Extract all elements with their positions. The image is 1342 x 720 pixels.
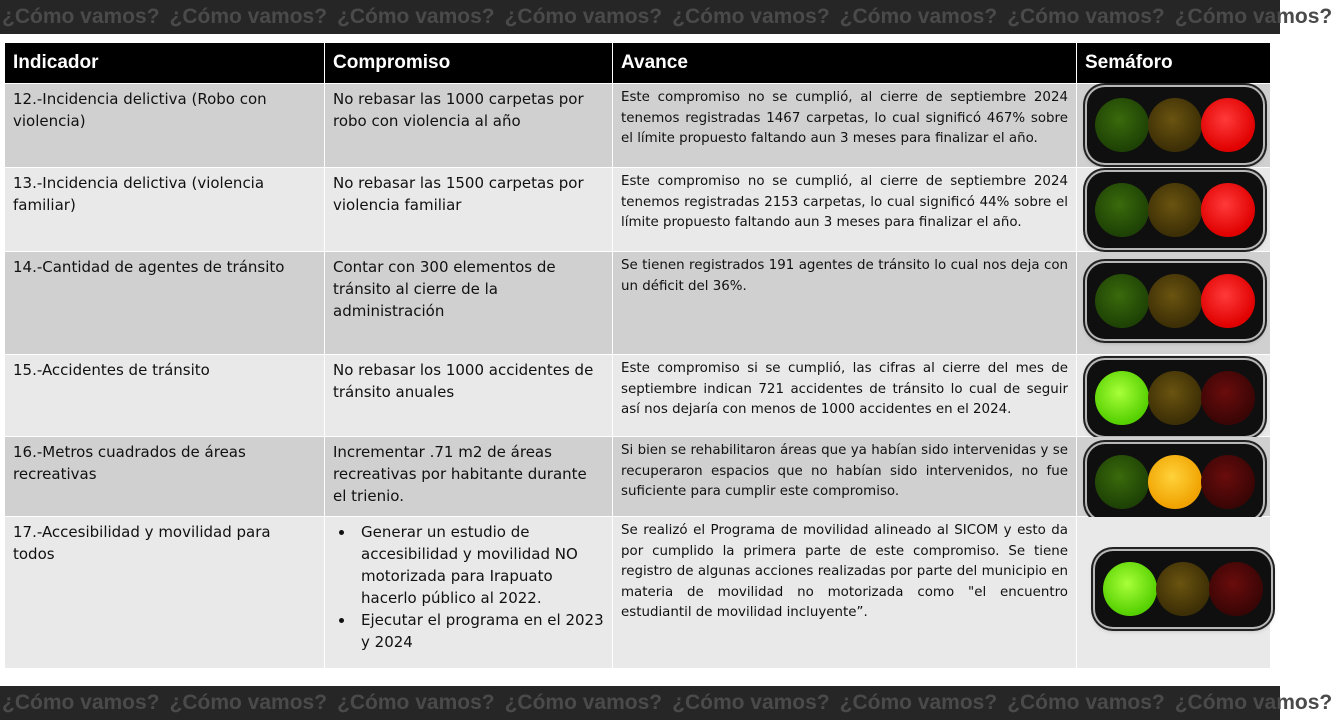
commitment-cell: Incrementar .71 m2 de áreas recreativas por habitante durante el trienio. <box>325 437 613 517</box>
traffic-light-icon <box>1087 172 1263 248</box>
commitment-cell: Contar con 300 elementos de tránsito al cierre de la administración <box>325 252 613 355</box>
traffic-light-icon <box>1095 551 1271 627</box>
commitment-list <box>333 521 604 653</box>
traffic-light-cell <box>1077 437 1271 517</box>
green-lamp <box>1103 562 1157 616</box>
banner-text: ¿Cómo vamos? <box>1174 5 1333 28</box>
yellow-lamp <box>1148 455 1202 509</box>
yellow-lamp <box>1148 183 1202 237</box>
table-row <box>5 517 1271 669</box>
red-lamp <box>1201 274 1255 328</box>
commitment-cell: No rebasar las 1000 carpetas por robo con violencia al año <box>325 84 613 168</box>
banner-text: ¿Cómo vamos? <box>2 5 160 28</box>
header-traffic-light: Semáforo <box>1077 43 1271 84</box>
banner-text: ¿Cómo vamos? <box>1007 691 1165 714</box>
indicator-cell: 15.-Accidentes de tránsito <box>5 355 325 437</box>
commitment-cell: No rebasar los 1000 accidentes de tránsito anuales <box>325 355 613 437</box>
progress-cell: Este compromiso no se cumplió, al cierre de septiembre 2024 tenemos registradas 1467 carpetas, lo cual significó 467% sobre el límite propuesto faltando aun 3 meses para finalizar el año. <box>613 84 1077 168</box>
banner-text: ¿Cómo vamos? <box>169 5 328 28</box>
banner-text: ¿Cómo vamos? <box>504 691 663 714</box>
table-row <box>5 355 1271 437</box>
progress-cell: Se realizó el Programa de movilidad alineado al SICOM y esto da por cumplido la primera parte de este compromiso. Se tiene registro de algunas acciones realizadas por parte del municipio en materia de movilidad no motorizada como "el encuentro estudiantil de movilidad incluyente”. <box>613 517 1077 669</box>
banner-text: ¿Cómo vamos? <box>672 5 830 28</box>
progress-cell: Este compromiso si se cumplió, las cifras al cierre del mes de septiembre indican 721 accidentes de tránsito lo cual de seguir así nos dejaría con menos de 1000 accidentes en el 2024. <box>613 355 1077 437</box>
red-lamp <box>1201 371 1255 425</box>
traffic-light-icon <box>1087 444 1263 520</box>
commitments-table <box>4 42 1271 669</box>
list-item: • Ejecutar el programa en el 2023 y 2024 <box>355 609 604 653</box>
bottom-banner <box>0 686 1333 720</box>
banner-text: ¿Cómo vamos? <box>839 5 998 28</box>
banner-text: ¿Cómo vamos? <box>1174 691 1333 714</box>
header-progress: Avance <box>613 43 1077 84</box>
banner-text: ¿Cómo vamos? <box>169 691 328 714</box>
table-row <box>5 437 1271 517</box>
traffic-light-cell <box>1077 168 1271 252</box>
red-lamp <box>1201 455 1255 509</box>
banner-text: ¿Cómo vamos? <box>2 691 160 714</box>
red-lamp <box>1201 183 1255 237</box>
indicator-cell: 17.-Accesibilidad y movilidad para todos <box>5 517 325 669</box>
traffic-light-cell <box>1077 355 1271 437</box>
yellow-lamp <box>1148 98 1202 152</box>
header-commitment: Compromiso <box>325 43 613 84</box>
banner-text: ¿Cómo vamos? <box>1007 5 1165 28</box>
table-row <box>5 84 1271 168</box>
traffic-light-icon <box>1087 263 1263 339</box>
green-lamp <box>1095 98 1149 152</box>
banner-text: ¿Cómo vamos? <box>337 691 495 714</box>
banner-text: ¿Cómo vamos? <box>839 691 998 714</box>
traffic-light-cell <box>1077 517 1271 669</box>
progress-cell: Este compromiso no se cumplió, al cierre de septiembre 2024 tenemos registradas 2153 carpetas, lo cual significó 44% sobre el límite propuesto faltando aun 3 meses para finalizar el año. <box>613 168 1077 252</box>
yellow-lamp <box>1156 562 1210 616</box>
table-header-row <box>5 43 1271 84</box>
indicator-cell: 13.-Incidencia delictiva (violencia familiar) <box>5 168 325 252</box>
traffic-light-cell <box>1077 84 1271 168</box>
yellow-lamp <box>1148 371 1202 425</box>
traffic-light-icon <box>1087 87 1263 163</box>
progress-cell: Se tienen registrados 191 agentes de tránsito lo cual nos deja con un déficit del 36%. <box>613 252 1077 355</box>
traffic-light-cell <box>1077 252 1271 355</box>
green-lamp <box>1095 371 1149 425</box>
table-row <box>5 168 1271 252</box>
indicator-cell: 14.-Cantidad de agentes de tránsito <box>5 252 325 355</box>
red-lamp <box>1201 98 1255 152</box>
commitment-cell <box>325 517 613 669</box>
list-item: • Generar un estudio de accesibilidad y movilidad NO motorizada para Irapuato hacerlo público al 2022. <box>355 521 604 609</box>
indicator-cell: 16.-Metros cuadrados de áreas recreativas <box>5 437 325 517</box>
traffic-light-icon <box>1087 360 1263 436</box>
green-lamp <box>1095 455 1149 509</box>
red-lamp <box>1209 562 1263 616</box>
header-indicator: Indicador <box>5 43 325 84</box>
commitment-cell: No rebasar las 1500 carpetas por violencia familiar <box>325 168 613 252</box>
green-lamp <box>1095 274 1149 328</box>
yellow-lamp <box>1148 274 1202 328</box>
progress-cell: Si bien se rehabilitaron áreas que ya habían sido intervenidas y se recuperaron espacios que no habían sido intervenidos, no fue suficiente para cumplir este compromiso. <box>613 437 1077 517</box>
banner-text: ¿Cómo vamos? <box>672 691 830 714</box>
banner-text: ¿Cómo vamos? <box>504 5 663 28</box>
indicator-cell: 12.-Incidencia delictiva (Robo con violencia) <box>5 84 325 168</box>
top-banner <box>0 0 1333 34</box>
green-lamp <box>1095 183 1149 237</box>
banner-text: ¿Cómo vamos? <box>337 5 495 28</box>
table-row <box>5 252 1271 355</box>
